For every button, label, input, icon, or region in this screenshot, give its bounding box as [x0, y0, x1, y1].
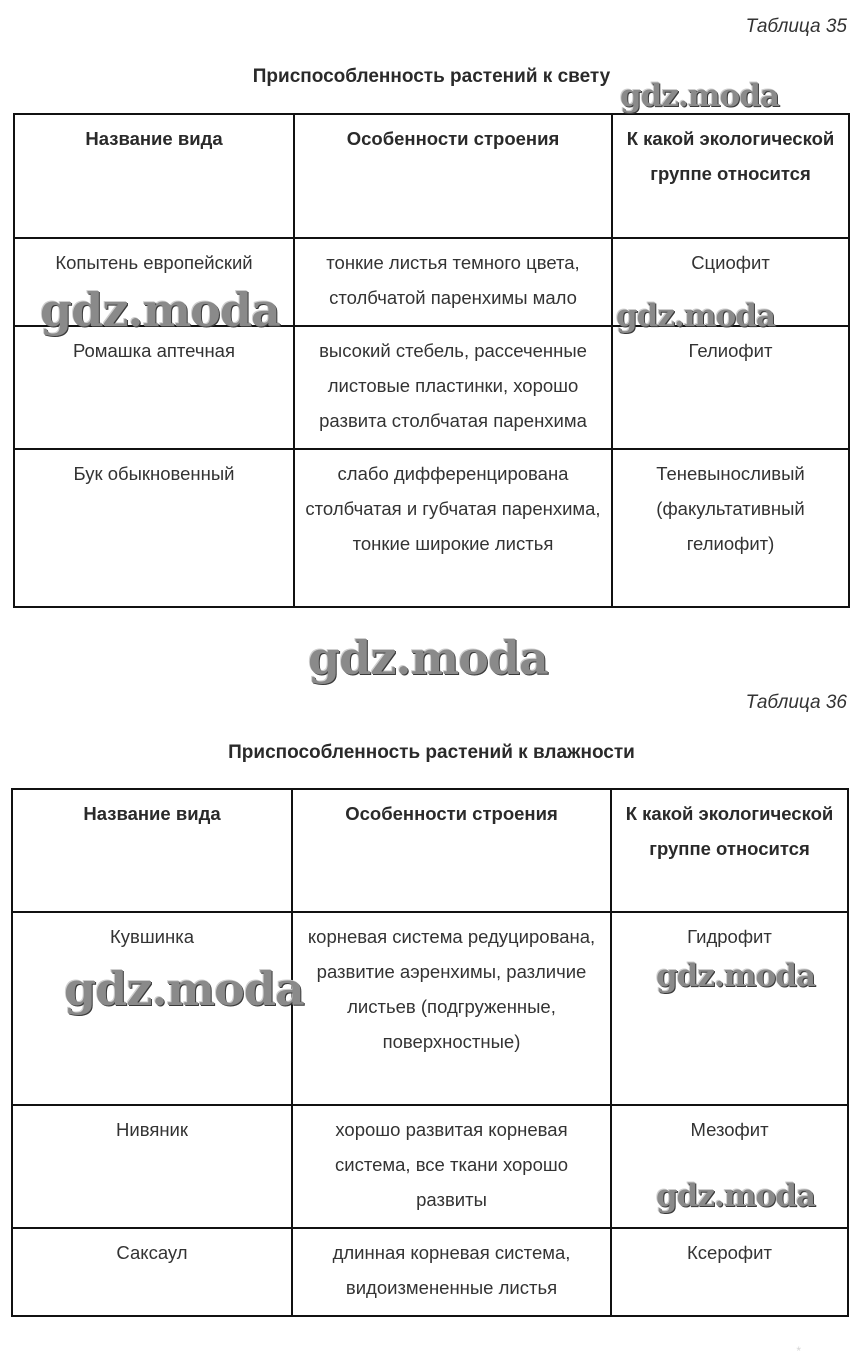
watermark: gdz.moda	[620, 78, 779, 114]
table-row	[14, 449, 849, 607]
table-35	[13, 113, 850, 608]
cell-group: Ксерофит	[611, 1228, 848, 1316]
cell-structure: тонкие листья темного цвета, столбчатой паренхимы мало	[294, 238, 612, 326]
cell-group: Теневыносливый (факультативный гелиофит)	[612, 449, 849, 607]
header-species: Название вида	[12, 789, 292, 912]
header-ecological-group: К какой экологической группе относится	[611, 789, 848, 912]
table-row	[12, 1105, 848, 1228]
table-35-number: Таблица 35	[745, 16, 847, 37]
table-35-title: Приспособленность растений к свету	[252, 66, 611, 87]
table-header-row	[14, 114, 849, 238]
table-36-title: Приспособленность растений к влажности	[228, 742, 635, 763]
cell-species: Кувшинка	[12, 912, 292, 1105]
cell-group: Мезофит	[611, 1105, 848, 1228]
header-ecological-group: К какой экологической группе относится	[612, 114, 849, 238]
cell-species: Нивяник	[12, 1105, 292, 1228]
watermark: gdz.moda	[40, 283, 280, 337]
cell-structure: длинная корневая система, видоизмененные листья	[292, 1228, 611, 1316]
watermark: gdz.moda	[656, 958, 815, 994]
cell-species: Копытень европейский	[14, 238, 294, 326]
cell-structure: слабо дифференцирована столбчатая и губчатая паренхима, тонкие широкие листья	[294, 449, 612, 607]
watermark: gdz.moda	[656, 1178, 815, 1214]
watermark: gdz.moda	[64, 962, 304, 1016]
table-36-number: Таблица 36	[745, 692, 847, 713]
cell-species: Саксаул	[12, 1228, 292, 1316]
cell-structure: корневая система редуцирована, развитие аэренхимы, различие листьев (подгруженные, поверхностные)	[292, 912, 611, 1105]
corner-mark: *	[796, 1344, 801, 1358]
cell-group: Гелиофит	[612, 326, 849, 449]
table-row	[12, 912, 848, 1105]
cell-species: Ромашка аптечная	[14, 326, 294, 449]
cell-group: Сциофит	[612, 238, 849, 326]
cell-structure: высокий стебель, рассеченные листовые пластинки, хорошо развита столбчатая паренхима	[294, 326, 612, 449]
cell-structure: хорошо развитая корневая система, все ткани хорошо развиты	[292, 1105, 611, 1228]
table-row	[12, 1228, 848, 1316]
header-structure: Особенности строения	[294, 114, 612, 238]
table-header-row	[12, 789, 848, 912]
header-structure: Особенности строения	[292, 789, 611, 912]
header-species: Название вида	[14, 114, 294, 238]
cell-group: Гидрофит	[611, 912, 848, 1105]
table-row	[14, 238, 849, 326]
watermark: gdz.moda	[308, 631, 548, 685]
watermark: gdz.moda	[616, 298, 775, 334]
table-row	[14, 326, 849, 449]
table-36	[11, 788, 849, 1317]
cell-species: Бук обыкновенный	[14, 449, 294, 607]
